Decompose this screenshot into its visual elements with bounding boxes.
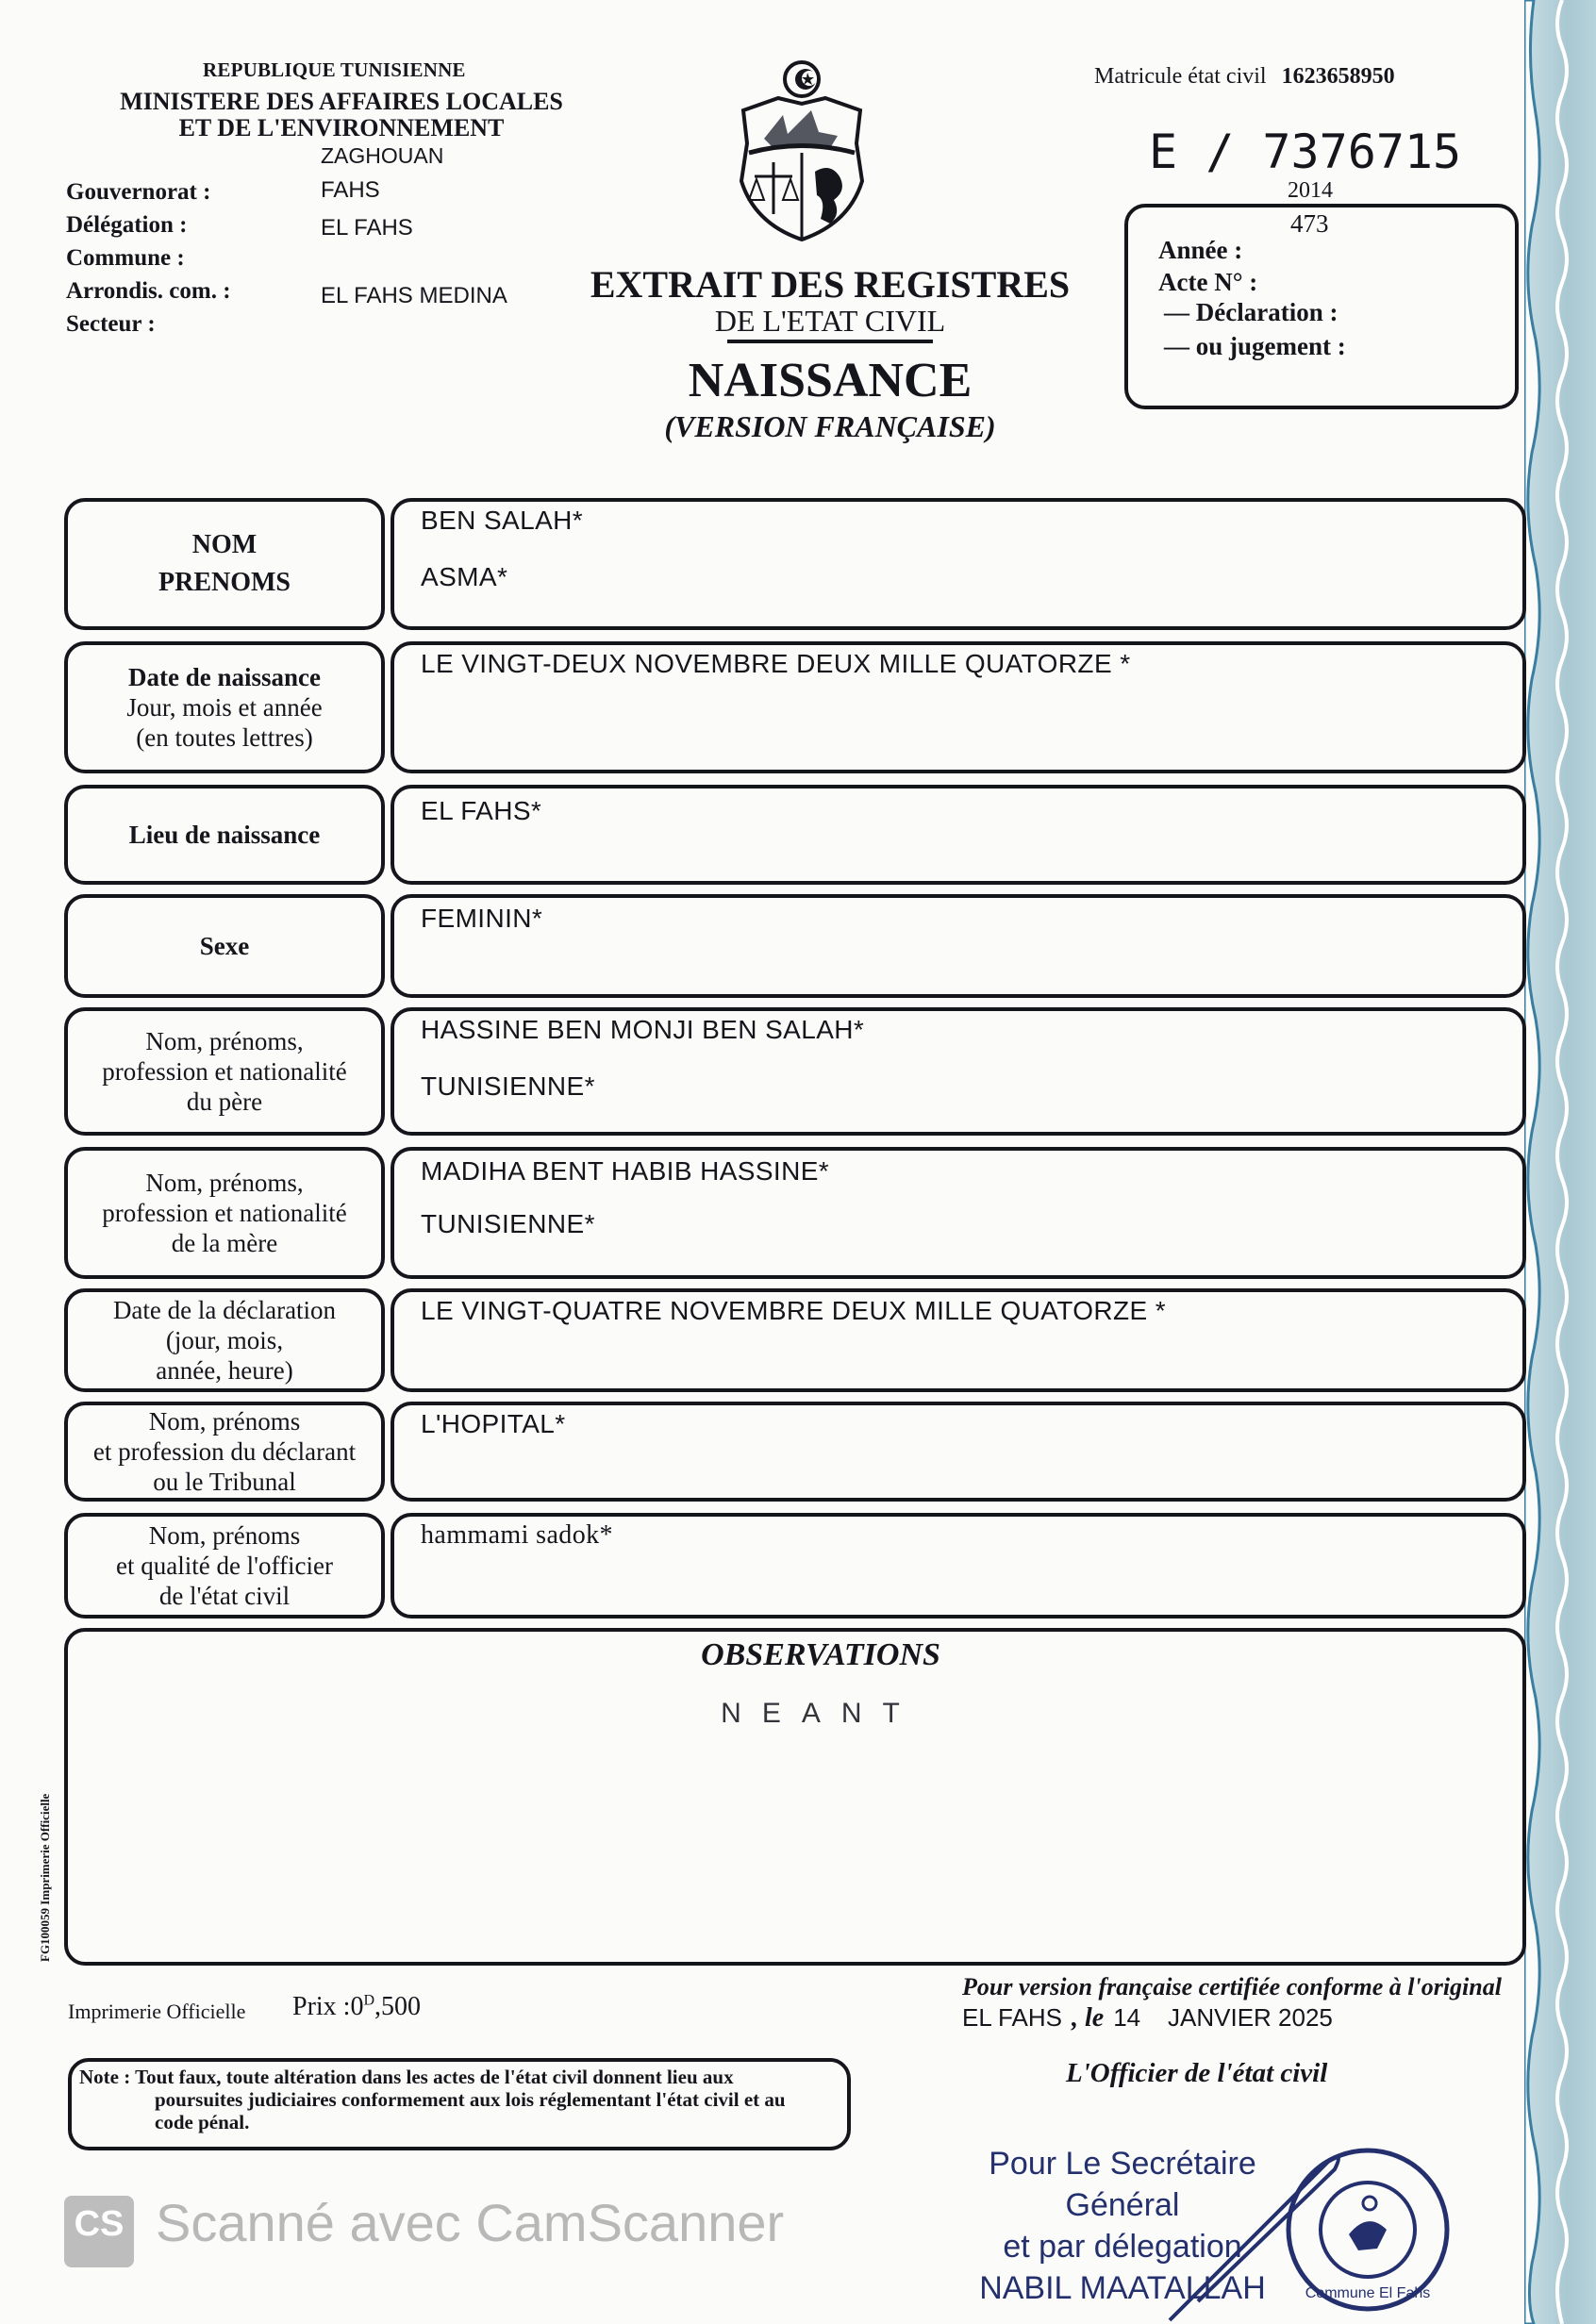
label-line: NOM <box>191 530 258 559</box>
acte-number-value: 473 <box>1290 209 1329 238</box>
legal-note <box>79 2066 843 2133</box>
value-declarant <box>391 1402 1526 1502</box>
jugement-label: — ou jugement : <box>1164 332 1346 360</box>
note-line-1: Note : Tout faux, toute altération dans les actes de l'état civil donnent lieu aux <box>79 2066 734 2088</box>
label-line: profession et nationalité <box>102 1199 347 1227</box>
republic-heading: REPUBLIQUE TUNISIENNE <box>203 58 466 81</box>
label-line: du père <box>186 1087 263 1116</box>
price <box>292 1992 421 2022</box>
annee-value: 2014 <box>1288 178 1333 203</box>
nom-value: BEN SALAH* <box>421 506 584 535</box>
prenom-value: ASMA* <box>421 562 508 591</box>
arrondissement-label: Arrondis. com. : <box>66 278 231 304</box>
value-sexe <box>391 894 1526 998</box>
label-line: Nom, prénoms <box>148 1407 301 1436</box>
value-date-naissance <box>391 641 1526 773</box>
label-line: et qualité de l'officier <box>115 1552 333 1580</box>
ministry-line-1: MINISTERE DES AFFAIRES LOCALES <box>120 88 563 115</box>
label-line: Date de naissance <box>128 663 321 691</box>
value-pere <box>391 1007 1526 1136</box>
matricule <box>1094 64 1395 90</box>
stamp-line-2: Général <box>1065 2187 1180 2223</box>
label-date-declaration <box>64 1288 385 1392</box>
delegation-value: FAHS <box>321 177 380 203</box>
date-declaration-value: LE VINGT-QUATRE NOVEMBRE DEUX MILLE QUATORZE * <box>421 1296 1167 1325</box>
serial-number <box>1149 124 1461 179</box>
value-lieu-naissance <box>391 785 1526 885</box>
price-prefix: Prix :0 <box>292 1992 364 2021</box>
label-line: de la mère <box>171 1229 278 1257</box>
observations-box <box>64 1628 1526 1966</box>
seal-text: Commune El Fahs <box>1305 2285 1431 2301</box>
camscanner-watermark: Scanné avec CamScanner <box>156 2193 785 2252</box>
serial-value: 7376715 <box>1262 124 1462 179</box>
label-line: Nom, prénoms, <box>145 1027 304 1055</box>
mere-nom-value: MADIHA BENT HABIB HASSINE* <box>421 1156 830 1186</box>
note-line-3: code pénal. <box>155 2111 250 2133</box>
issue-month-year: JANVIER 2025 <box>1168 2003 1333 2032</box>
value-officier <box>391 1513 1526 1618</box>
label-officier <box>64 1513 385 1618</box>
label-line: Jour, mois et année <box>126 693 323 722</box>
label-line: Nom, prénoms, <box>145 1169 304 1197</box>
label-line: année, heure) <box>156 1356 293 1385</box>
value-nom-prenoms <box>391 498 1526 630</box>
label-line: Sexe <box>199 932 250 960</box>
price-currency: D <box>363 1992 375 2009</box>
issue-day: 14 <box>1113 2003 1141 2032</box>
document-subtitle: DE L'ETAT CIVIL <box>714 304 946 338</box>
observations-title: OBSERVATIONS <box>701 1637 940 1672</box>
label-line: Date de la déclaration <box>112 1296 337 1324</box>
label-line: Lieu de naissance <box>128 821 321 849</box>
label-line: PRENOMS <box>158 568 291 597</box>
date-naissance-value: LE VINGT-DEUX NOVEMBRE DEUX MILLE QUATORZE * <box>421 649 1131 678</box>
signature-icon <box>1141 2141 1377 2324</box>
label-mere <box>64 1147 385 1279</box>
label-line: et profession du déclarant <box>92 1437 357 1466</box>
label-line: profession et nationalité <box>102 1057 347 1086</box>
version-label: (VERSION FRANÇAISE) <box>664 409 996 443</box>
label-line: (jour, mois, <box>165 1326 284 1354</box>
note-line-2: poursuites judiciaires conformement aux lois réglementant l'état civil et au <box>155 2088 786 2111</box>
commune-value: EL FAHS <box>321 215 413 241</box>
gouvernorat-label: Gouvernorat : <box>66 179 211 205</box>
value-mere <box>391 1147 1526 1279</box>
printer-label: Imprimerie Officielle <box>68 2000 246 2023</box>
issue-place: EL FAHS <box>962 2003 1062 2032</box>
annee-label: Année : <box>1158 236 1243 264</box>
stamp-line-3: et par délegation <box>1003 2229 1242 2265</box>
act-type-title: NAISSANCE <box>688 354 973 407</box>
label-date-naissance <box>64 641 385 773</box>
stamp-line-4: NABIL MAATALLAH <box>979 2270 1266 2306</box>
camscanner-logo-icon: CS <box>64 2196 134 2267</box>
lieu-naissance-value: EL FAHS* <box>421 796 542 825</box>
label-pere <box>64 1007 385 1136</box>
declaration-label: — Déclaration : <box>1164 298 1338 326</box>
secteur-label: Secteur : <box>66 311 156 337</box>
matricule-value: 1623658950 <box>1281 64 1395 89</box>
stamp-line-1: Pour Le Secrétaire <box>989 2146 1256 2182</box>
ministry-heading <box>77 89 606 141</box>
arrondissement-value: EL FAHS MEDINA <box>321 283 507 308</box>
decorative-paper-edge <box>1524 0 1596 2324</box>
label-line: (en toutes lettres) <box>136 723 313 752</box>
pere-nom-value: HASSINE BEN MONJI BEN SALAH* <box>421 1015 865 1044</box>
serial-prefix: E / <box>1149 124 1235 179</box>
sexe-value: FEMININ* <box>421 904 543 933</box>
title-divider <box>727 340 933 343</box>
ministry-line-2: ET DE L'ENVIRONNEMENT <box>178 114 505 141</box>
label-sexe <box>64 894 385 998</box>
label-line: ou le Tribunal <box>153 1468 296 1496</box>
mere-nationalite-value: TUNISIENNE* <box>421 1209 595 1238</box>
tunisia-coat-of-arms-icon <box>736 58 868 247</box>
delegation-label: Délégation : <box>66 212 188 238</box>
acte-label: Acte N° : <box>1158 268 1258 296</box>
printer-side-mark: FG100059 Imprimerie Officielle <box>38 1793 52 1962</box>
label-declarant <box>64 1402 385 1502</box>
matricule-label: Matricule état civil <box>1094 64 1267 89</box>
commune-label: Commune : <box>66 245 185 271</box>
certification-statement: Pour version française certifiée conforme à l'original <box>962 1973 1502 2000</box>
declarant-value: L'HOPITAL* <box>421 1409 566 1438</box>
label-line: Nom, prénoms <box>148 1521 301 1550</box>
price-suffix: ,500 <box>374 1992 422 2021</box>
officier-value: hammami sadok* <box>421 1520 613 1550</box>
officer-title: L'Officier de l'état civil <box>1066 2058 1328 2088</box>
pere-nationalite-value: TUNISIENNE* <box>421 1071 595 1101</box>
label-nom-prenoms <box>64 498 385 630</box>
place-and-date <box>962 2003 1333 2034</box>
label-line: de l'état civil <box>158 1582 291 1610</box>
document-title: EXTRAIT DES REGISTRES <box>590 263 1071 306</box>
observations-content: NEANT <box>721 1698 921 1729</box>
le-connector: , le <box>1071 2003 1105 2033</box>
label-lieu-naissance <box>64 785 385 885</box>
value-date-declaration <box>391 1288 1526 1392</box>
gouvernorat-value: ZAGHOUAN <box>321 143 444 168</box>
